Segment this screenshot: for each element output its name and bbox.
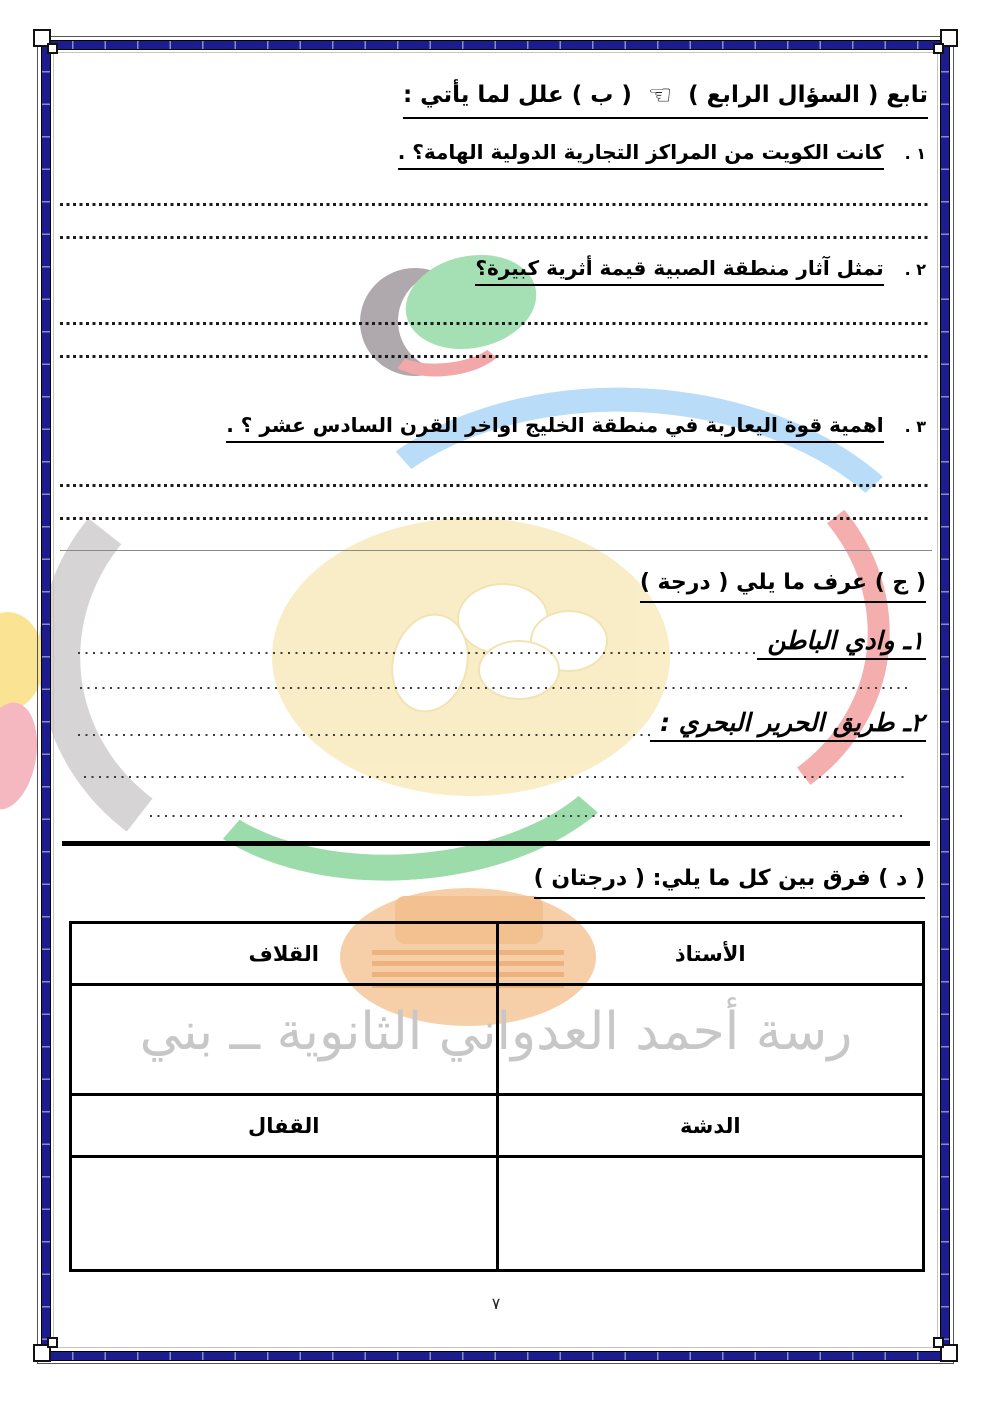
question-2-text: تمثل آثار منطقة الصبية قيمة أثرية كبيرة؟ [475,256,883,286]
corner-ornament-bottom-right [940,1344,958,1362]
question-item-3 [226,413,926,443]
definition-item-1 [78,626,926,660]
pointing-hand-icon: ☜ [647,80,673,111]
answer-line [60,322,928,325]
question-1-number: ١ . [904,144,926,163]
question-item-2 [475,256,926,286]
question-1-text: كانت الكويت من المراكز التجارية الدولية الهامة؟ . [398,140,884,170]
answer-line [60,484,928,487]
table-empty-cell [71,985,498,1095]
table-answer-row-2 [71,1157,924,1271]
frame-band-right [940,40,950,1361]
question-3-number: ٣ . [904,417,926,436]
answer-line [78,652,757,654]
question-3-text: اهمية قوة اليعاربة في منطقة الخليج اواخر القرن السادس عشر ؟ . [226,413,883,443]
school-name-watermark: رسة أحمد العدواني الثانوية ــ بني [139,1002,853,1062]
answer-line [60,517,928,520]
header-continued-label: تابع ( السؤال الرابع ) [688,82,928,108]
table-header-row-2 [71,1095,924,1157]
table-header-cell: الأستاذ [497,923,924,985]
frame-band-bottom [41,1351,950,1361]
definition-2-label: ٢ـ طريق الحرير البحري : [650,708,926,742]
section-separator-thick [62,841,930,846]
answer-line [60,236,928,239]
corner-ornament-top-left [33,29,51,47]
answer-line [80,687,908,689]
table-empty-cell [497,985,924,1095]
corner-ornament-top-right [940,29,958,47]
page-number: ٧ [491,1294,501,1313]
question-four-header [403,80,928,119]
table-answer-row-1 [71,985,924,1095]
answer-line [150,815,906,817]
section-divider-line [60,550,932,551]
header-part-b-label: ( ب ) علل لما يأتي : [402,82,632,108]
table-header-cell: القفال [71,1095,498,1157]
yellow-edge-blob [0,612,44,710]
question-item-1 [398,140,926,170]
answer-line [84,776,906,778]
table-empty-cell [497,1157,924,1271]
definition-1-label: ١ـ وادي الباطن [757,626,926,660]
compare-header: ( د ) فرق بين كل ما يلي: ( درجتان ) [534,866,925,899]
definitions-header: ( ج ) عرف ما يلي ( درجة ) [640,570,926,603]
table-header-row-1 [71,923,924,985]
table-header-cell: الدشة [497,1095,924,1157]
corner-ornament-bottom-left [33,1344,51,1362]
table-empty-cell [71,1157,498,1271]
table-header-cell: القلاف [71,923,498,985]
frame-band-top [41,40,950,50]
answer-line [60,355,928,358]
compare-table [69,921,925,1272]
answer-line [78,734,650,736]
question-2-number: ٢ . [904,260,926,279]
definition-item-2 [78,708,926,742]
answer-line [60,203,928,206]
pink-edge-blob [0,698,45,814]
